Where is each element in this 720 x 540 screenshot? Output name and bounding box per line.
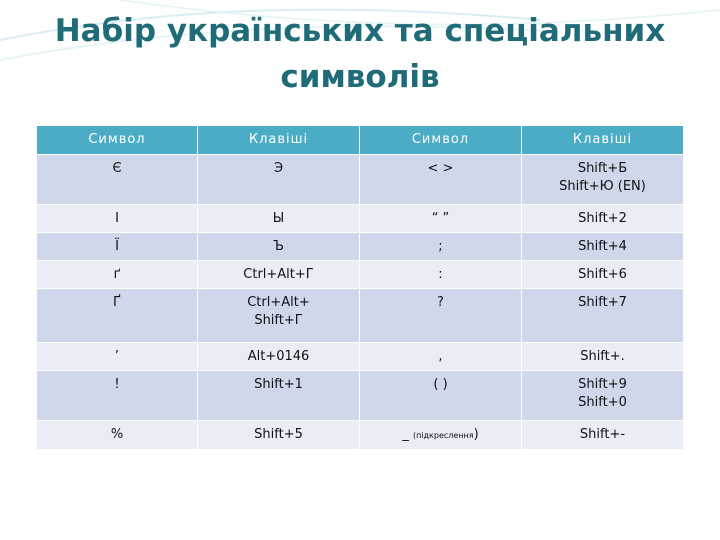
underscore-symbol: _: [402, 427, 413, 442]
table-cell: ’: [37, 343, 198, 371]
table-cell: < >: [360, 155, 522, 205]
table-cell: Ctrl+Alt+ Shift+Г: [198, 289, 360, 343]
table-cell: Ъ: [198, 233, 360, 261]
table-cell: ґ: [37, 261, 198, 289]
table-cell: Shift+5: [198, 421, 360, 450]
table-cell: Shift+9 Shift+0: [522, 371, 684, 421]
table-cell: Є: [37, 155, 198, 205]
table-cell: ;: [360, 233, 522, 261]
slide-title: [0, 8, 720, 100]
table-cell: Shift+Б Shift+Ю (EN): [522, 155, 684, 205]
table-cell: ( ): [360, 371, 522, 421]
table-row: [37, 371, 684, 421]
table-cell: Shift+1: [198, 371, 360, 421]
table-cell: Ctrl+Alt+Г: [198, 261, 360, 289]
title-line-2: символів: [280, 59, 440, 95]
table-cell: Shift+7: [522, 289, 684, 343]
table-cell: Shift+4: [522, 233, 684, 261]
table-cell: ,: [360, 343, 522, 371]
header-symbol-1: Символ: [37, 126, 198, 155]
header-keys-2: Клавіші: [522, 126, 684, 155]
table-cell: Ґ: [37, 289, 198, 343]
table-row: [37, 233, 684, 261]
underscore-note: (підкреслення: [412, 431, 474, 440]
table-cell: :: [360, 261, 522, 289]
table-cell: ?: [360, 289, 522, 343]
table-cell: Shift+2: [522, 205, 684, 233]
header-symbol-2: Символ: [360, 126, 522, 155]
table-cell: Alt+0146: [198, 343, 360, 371]
table-cell: Ы: [198, 205, 360, 233]
table-cell: %: [37, 421, 198, 450]
title-line-1: Набір українських та спеціальних: [54, 13, 666, 49]
table-cell: !: [37, 371, 198, 421]
table-header-row: [37, 126, 684, 155]
table-row: [37, 289, 684, 343]
table-cell-underscore: [360, 421, 522, 450]
table-row: [37, 261, 684, 289]
table-row: [37, 205, 684, 233]
table-row: [37, 343, 684, 371]
underscore-close-paren: ): [473, 427, 479, 442]
table-cell: “ ”: [360, 205, 522, 233]
table-row: [37, 155, 684, 205]
table-cell: Shift+6: [522, 261, 684, 289]
table-cell: Ї: [37, 233, 198, 261]
symbols-table: [36, 125, 684, 450]
header-keys-1: Клавіші: [198, 126, 360, 155]
table-cell: Shift+.: [522, 343, 684, 371]
table-cell: Э: [198, 155, 360, 205]
table-cell: Shift+-: [522, 421, 684, 450]
table-row: [37, 421, 684, 450]
table-cell: І: [37, 205, 198, 233]
